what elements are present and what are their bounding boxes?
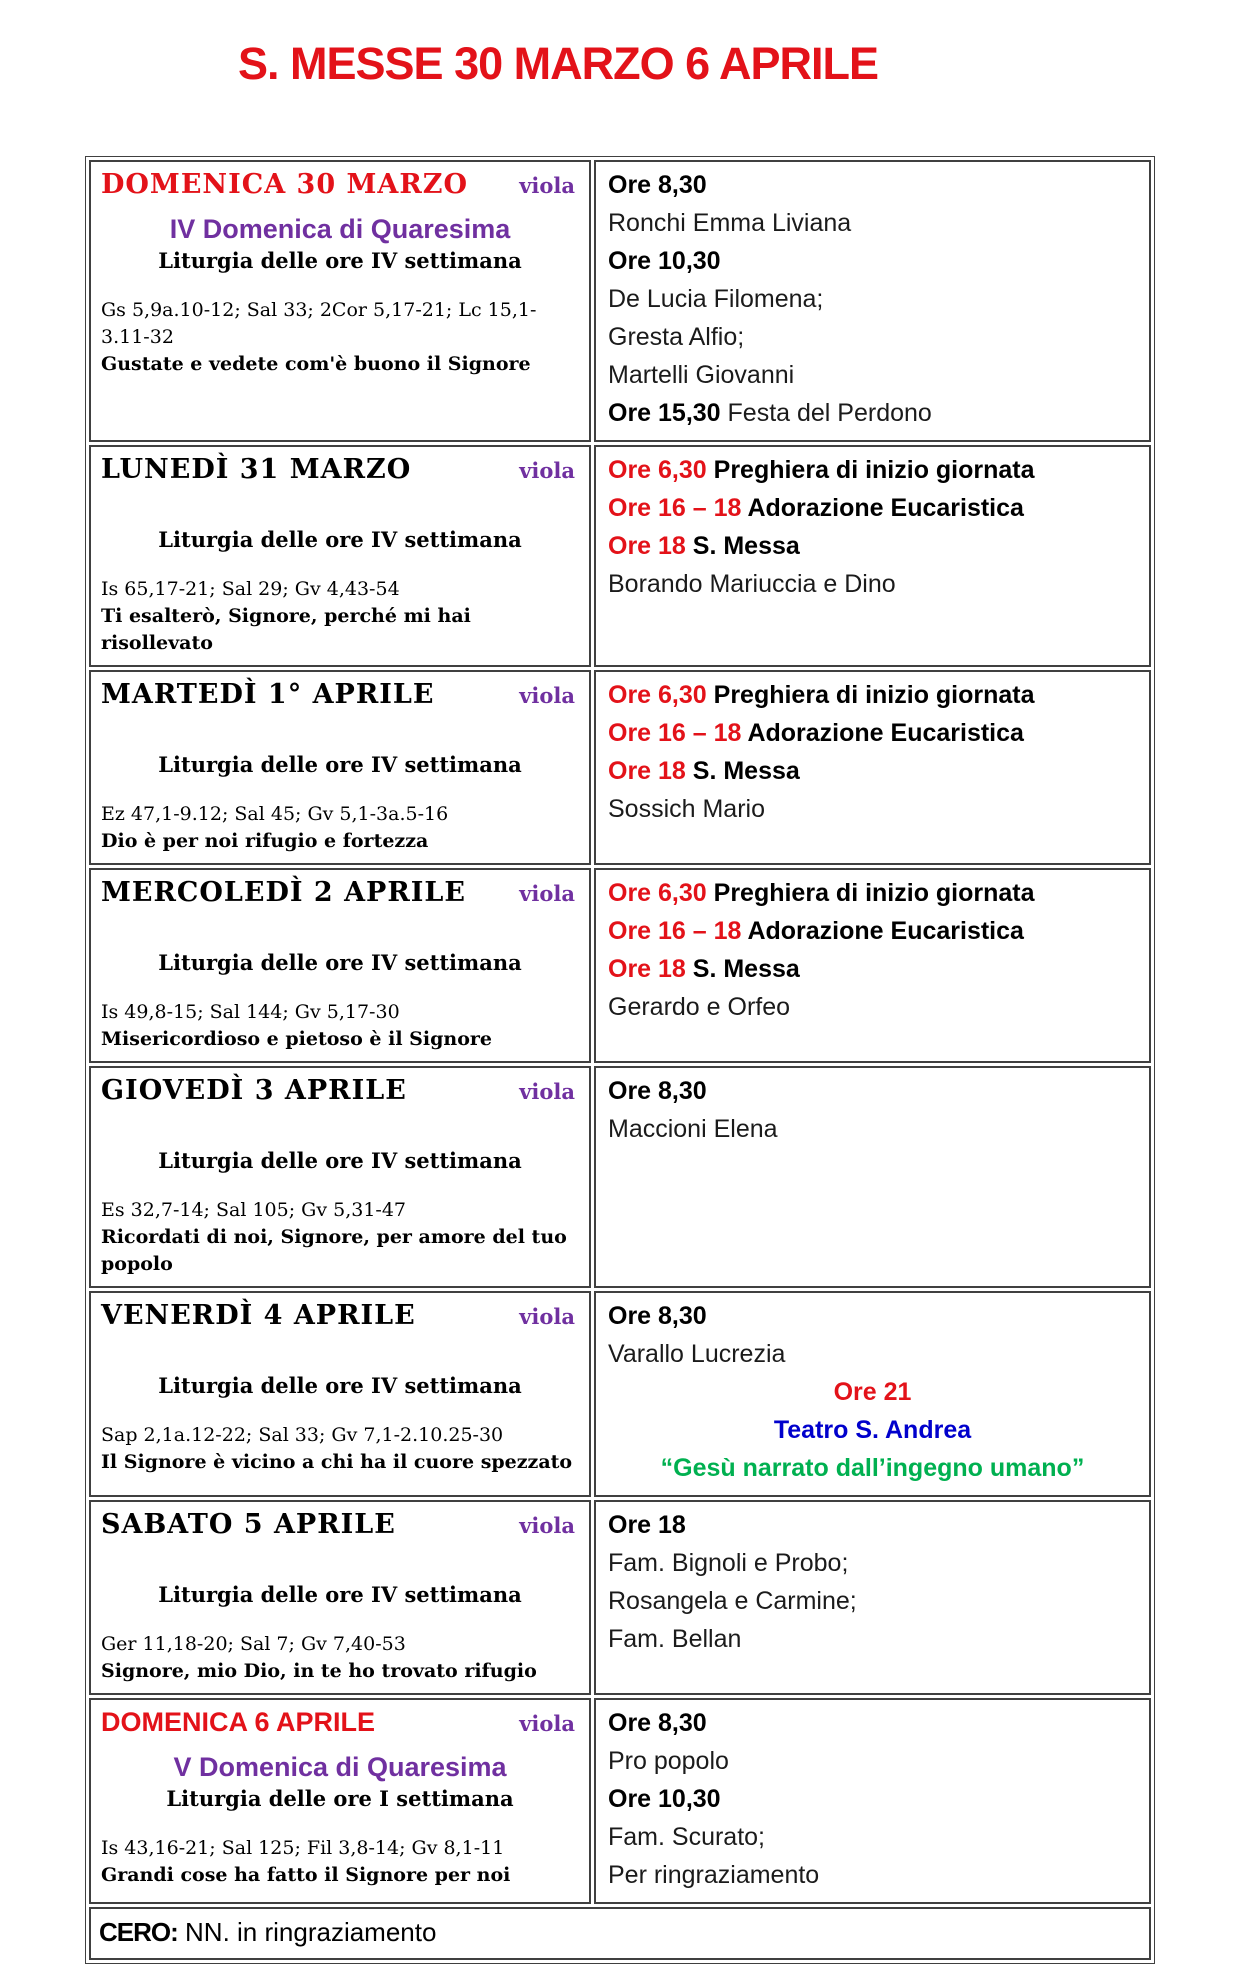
day-label: SABATO 5 APRILE	[101, 1509, 396, 1540]
readings-text: Ger 11,18-20; Sal 7; Gv 7,40-53	[101, 1633, 406, 1655]
mass-line	[608, 242, 1137, 280]
day-row	[89, 1066, 1151, 1288]
liturgy-label: Liturgia delle ore IV settimana	[158, 1148, 522, 1173]
mass-line	[608, 318, 1137, 356]
mass-line-segment: Fam. Bignoli e Probo;	[608, 1549, 849, 1577]
liturgy-label: Liturgia delle ore IV settimana	[158, 248, 522, 273]
mass-line-segment: Ore 8,30	[608, 1077, 707, 1105]
mass-line-segment: Ore 6,30	[608, 681, 714, 709]
day-header	[101, 1073, 579, 1106]
mass-line-segment: Ore 18	[608, 1511, 686, 1539]
day-row	[89, 1291, 1151, 1497]
mass-line-segment: Preghiera di inizio giornata	[713, 879, 1035, 907]
incipit-text: Misericordioso e pietoso è il Signore	[101, 1028, 492, 1050]
mass-line	[608, 166, 1137, 204]
day-row	[89, 670, 1151, 865]
day-label: DOMENICA 30 MARZO	[101, 169, 469, 200]
mass-line-segment: Teatro S. Andrea	[773, 1416, 972, 1444]
day-label: LUNEDÌ 31 MARZO	[101, 454, 412, 485]
schedule-body	[89, 160, 1151, 1960]
day-info-cell	[89, 1698, 591, 1904]
day-header	[101, 167, 579, 200]
mass-line-segment: Ore 21	[833, 1378, 912, 1406]
day-header	[101, 677, 579, 710]
mass-line-segment: S. Messa	[692, 532, 800, 560]
mass-line-segment: Ore 15,30	[608, 399, 728, 427]
readings-text: Ez 47,1-9.12; Sal 45; Gv 5,1-3a.5-16	[101, 803, 449, 825]
mass-line	[608, 1818, 1137, 1856]
readings-text: Gs 5,9a.10-12; Sal 33; 2Cor 5,17-21; Lc 15,1-3.11-32	[101, 299, 537, 348]
day-info-cell	[89, 160, 591, 442]
liturgy-label: Liturgia delle ore IV settimana	[158, 1373, 522, 1398]
day-row	[89, 868, 1151, 1063]
mass-line-segment: Preghiera di inizio giornata	[713, 681, 1035, 709]
day-label: MERCOLEDÌ 2 APRILE	[101, 877, 466, 908]
liturgy-label: Liturgia delle ore I settimana	[166, 1786, 514, 1811]
mass-line	[608, 912, 1137, 950]
mass-line	[608, 714, 1137, 752]
mass-line-segment: Rosangela e Carmine;	[608, 1587, 857, 1615]
incipit-text: Signore, mio Dio, in te ho trovato rifugio	[101, 1660, 537, 1682]
mass-line	[608, 394, 1137, 432]
day-row	[89, 160, 1151, 442]
day-label: VENERDÌ 4 APRILE	[101, 1300, 416, 1331]
readings-text: Is 43,16-21; Sal 125; Fil 3,8-14; Gv 8,1-11	[101, 1837, 505, 1859]
mass-line	[608, 752, 1137, 790]
mass-line-segment: Maccioni Elena	[608, 1115, 778, 1143]
mass-line-segment: S. Messa	[692, 955, 800, 983]
mass-line-segment: Ore 18	[608, 757, 693, 785]
mass-list	[594, 1500, 1151, 1695]
liturgical-color-label: viola	[519, 1711, 575, 1736]
mass-line-segment: Ore 18	[608, 532, 693, 560]
day-info-cell	[89, 868, 591, 1063]
day-row	[89, 445, 1151, 667]
mass-line-segment: Martelli Giovanni	[608, 361, 795, 389]
mass-list	[594, 445, 1151, 667]
liturgical-color-label: viola	[519, 173, 575, 198]
day-row	[89, 1698, 1151, 1904]
day-info-cell	[89, 1291, 591, 1497]
mass-line-segment: Adorazione Eucaristica	[747, 719, 1024, 747]
mass-line	[608, 565, 1137, 603]
mass-line	[608, 1544, 1137, 1582]
mass-line	[608, 1780, 1137, 1818]
mass-line-segment: Ore 16 – 18	[608, 494, 748, 522]
mass-list	[594, 1698, 1151, 1904]
mass-line	[608, 489, 1137, 527]
liturgical-color-label: viola	[519, 1304, 575, 1329]
mass-line-segment: Ore 10,30	[608, 1785, 721, 1813]
readings-text: Is 49,8-15; Sal 144; Gv 5,17-30	[101, 1001, 400, 1023]
mass-line-segment: Ore 8,30	[608, 1709, 707, 1737]
incipit-text: Ricordati di noi, Signore, per amore del tuo popolo	[101, 1226, 567, 1275]
liturgy-label: Liturgia delle ore IV settimana	[158, 527, 522, 552]
mass-line-segment: Ore 10,30	[608, 247, 721, 275]
mass-line	[608, 1856, 1137, 1894]
mass-list	[594, 868, 1151, 1063]
liturgy-label: Liturgia delle ore IV settimana	[158, 752, 522, 777]
mass-line	[608, 1411, 1137, 1449]
mass-line-segment: Fam. Scurato;	[608, 1823, 765, 1851]
liturgical-color-label: viola	[519, 1079, 575, 1104]
liturgical-color-label: viola	[519, 683, 575, 708]
mass-line	[608, 1297, 1137, 1335]
mass-line	[608, 1449, 1137, 1487]
mass-line-segment: Borando Mariuccia e Dino	[608, 570, 896, 598]
mass-list	[594, 160, 1151, 442]
day-header	[101, 1298, 579, 1331]
mass-line	[608, 1335, 1137, 1373]
incipit-text: Dio è per noi rifugio e fortezza	[101, 830, 429, 852]
mass-line	[608, 1373, 1137, 1411]
mass-line-segment: Ronchi Emma Liviana	[608, 209, 852, 237]
day-row	[89, 1500, 1151, 1695]
incipit-text: Il Signore è vicino a chi ha il cuore spezzato	[101, 1451, 573, 1473]
mass-line-segment: Per ringraziamento	[608, 1861, 820, 1889]
mass-line	[608, 1704, 1137, 1742]
cero-label: CERO:	[99, 1917, 178, 1947]
page-title: S. MESSE 30 MARZO 6 APRILE	[238, 38, 878, 89]
mass-list	[594, 1066, 1151, 1288]
mass-line-segment: Gresta Alfio;	[608, 323, 745, 351]
mass-line-segment: S. Messa	[692, 757, 800, 785]
day-info-cell	[89, 1066, 591, 1288]
mass-line-segment: Festa del Perdono	[727, 399, 932, 427]
day-label: GIOVEDÌ 3 APRILE	[101, 1075, 407, 1106]
mass-line	[608, 790, 1137, 828]
liturgical-color-label: viola	[519, 458, 575, 483]
mass-line-segment: Ore 6,30	[608, 879, 714, 907]
day-header	[101, 1705, 579, 1738]
day-header	[101, 1507, 579, 1540]
incipit-text: Ti esalterò, Signore, perché mi hai risollevato	[101, 605, 471, 654]
liturgy-label: Liturgia delle ore IV settimana	[158, 1582, 522, 1607]
mass-line-segment: Ore 6,30	[608, 456, 714, 484]
day-info-cell	[89, 670, 591, 865]
mass-line	[608, 527, 1137, 565]
readings-text: Sap 2,1a.12-22; Sal 33; Gv 7,1-2.10.25-30	[101, 1424, 504, 1446]
mass-line-segment: Ore 8,30	[608, 1302, 707, 1330]
mass-schedule-table	[85, 156, 1155, 1964]
mass-line	[608, 950, 1137, 988]
day-info-cell	[89, 1500, 591, 1695]
mass-line-segment: Ore 8,30	[608, 171, 707, 199]
mass-line	[608, 1072, 1137, 1110]
mass-line-segment: Pro popolo	[608, 1747, 729, 1775]
cero-cell	[89, 1907, 1151, 1960]
mass-line-segment: Preghiera di inizio giornata	[713, 456, 1035, 484]
liturgy-label: Liturgia delle ore IV settimana	[158, 950, 522, 975]
mass-line-segment: De Lucia Filomena;	[608, 285, 824, 313]
mass-line	[608, 874, 1137, 912]
mass-line-segment: Adorazione Eucaristica	[747, 494, 1024, 522]
mass-line-segment: Ore 16 – 18	[608, 719, 748, 747]
mass-line-segment: “Gesù narrato dall’ingegno umano”	[660, 1454, 1085, 1482]
mass-line-segment: Sossich Mario	[608, 795, 765, 823]
day-info-cell	[89, 445, 591, 667]
day-header	[101, 452, 579, 485]
mass-line	[608, 988, 1137, 1026]
mass-line	[608, 1506, 1137, 1544]
day-label: MARTEDÌ 1° APRILE	[101, 679, 435, 710]
mass-line	[608, 356, 1137, 394]
readings-text: Is 65,17-21; Sal 29; Gv 4,43-54	[101, 578, 400, 600]
mass-line-segment: Varallo Lucrezia	[608, 1340, 786, 1368]
mass-line-segment: Ore 18	[608, 955, 693, 983]
liturgical-color-label: viola	[519, 1513, 575, 1538]
mass-line	[608, 451, 1137, 489]
mass-line-segment: Fam. Bellan	[608, 1625, 742, 1653]
feast-label: V Domenica di Quaresima	[173, 1752, 507, 1782]
cero-text: NN. in ringraziamento	[185, 1917, 437, 1947]
mass-line	[608, 1620, 1137, 1658]
liturgical-color-label: viola	[519, 881, 575, 906]
mass-line	[608, 204, 1137, 242]
incipit-text: Grandi cose ha fatto il Signore per noi	[101, 1864, 511, 1886]
feast-label: IV Domenica di Quaresima	[169, 214, 511, 244]
mass-line	[608, 1110, 1137, 1148]
day-header	[101, 875, 579, 908]
mass-line-segment: Adorazione Eucaristica	[747, 917, 1024, 945]
cero-row	[89, 1907, 1151, 1960]
mass-line	[608, 1742, 1137, 1780]
mass-list	[594, 670, 1151, 865]
mass-line-segment: Gerardo e Orfeo	[608, 993, 791, 1021]
readings-text: Es 32,7-14; Sal 105; Gv 5,31-47	[101, 1199, 407, 1221]
mass-line	[608, 676, 1137, 714]
mass-line	[608, 1582, 1137, 1620]
mass-line	[608, 280, 1137, 318]
day-label: DOMENICA 6 APRILE	[101, 1707, 376, 1737]
mass-line-segment: Ore 16 – 18	[608, 917, 748, 945]
incipit-text: Gustate e vedete com'è buono il Signore	[101, 353, 531, 375]
mass-list	[594, 1291, 1151, 1497]
